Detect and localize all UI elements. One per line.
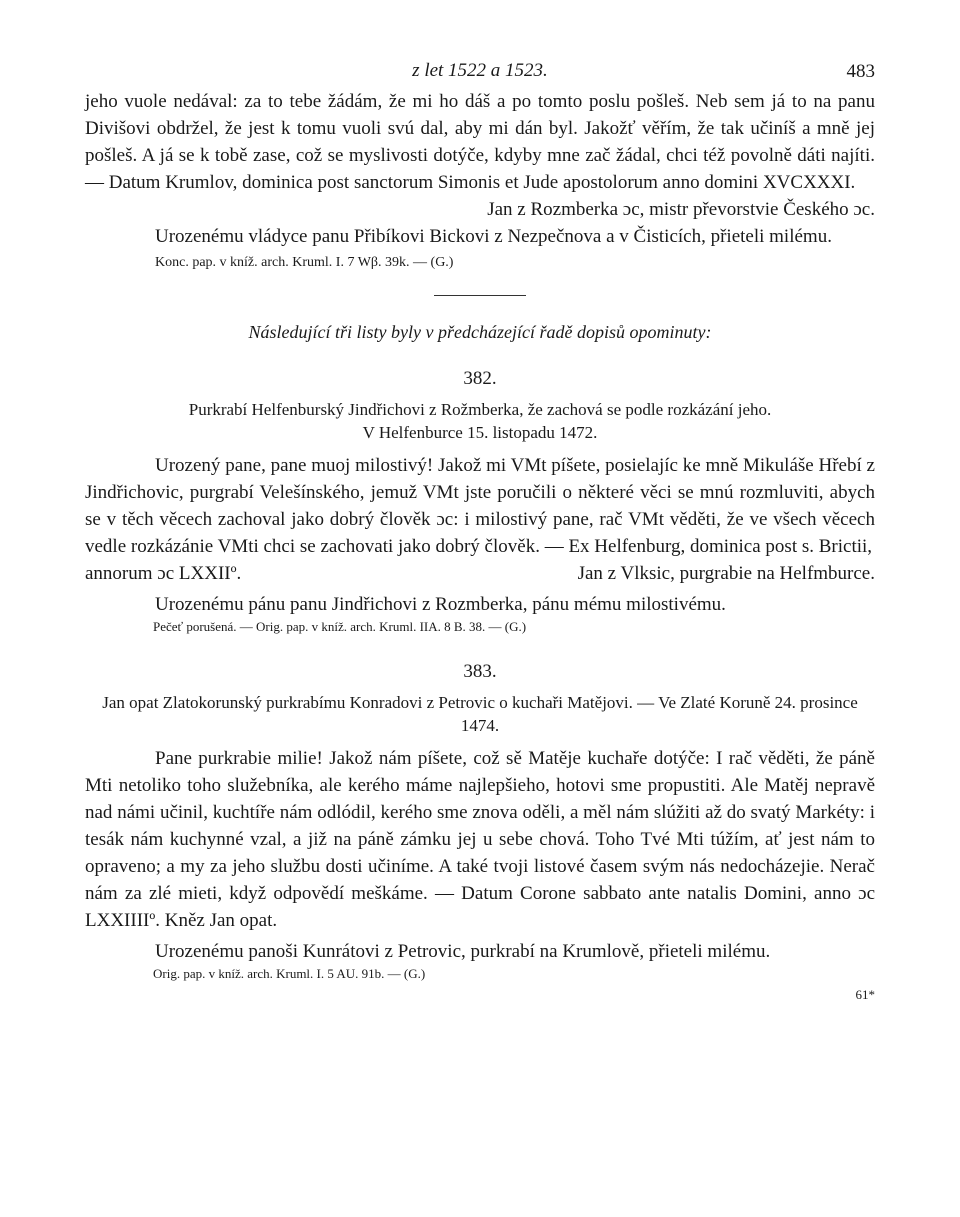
running-title: z let 1522 a 1523. [412, 60, 548, 81]
letter-summary [85, 398, 875, 444]
running-head [85, 58, 875, 88]
page-number: 483 [846, 61, 875, 82]
page [85, 58, 875, 1003]
letter-address: Urozenému pánu panu Jindřichovi z Rozmberka, pánu mému milostivému. [155, 594, 726, 615]
letter-last-line: annorum ɔc LXXIIº. [85, 563, 242, 584]
letter-body: Pane purkrabie milie! Jakož nám píšete, což sě Matěje kuchaře dotýče: I rač věděti, že páně Mti netoliko toho služebníka, ale kerého máme najlepšieho, hotovi sme propustiti. Ale Matěj nepravě nad námi učinil, kuchtíře nám odlódil, kerého sme znova oděli, a měl nám slúžiti až do svatý Markéty: i tesák nám kuchynné vzal, a již na páně zámku jej u sebe chová. Toho Tvé Mti túžím, ať jest nám to opraveno; a my za jeho službu dosti učiníme. A také tvoji listové časem svým nás nedocházejie. Nerač nám za zlé mieti, když odpovědí meškáme. — Datum Corone sabbato ante natalis Domini, anno ɔc LXXIIIIº. Kněz Jan opat. [85, 748, 875, 931]
continuation-signature: Jan z Rozmberka ɔc, mistr převorstvie Českého ɔc. [487, 199, 875, 220]
letter-summary-text: Purkrabí Helfenburský Jindřichovi z Rožmberka, že zachová se podle rozkázání jeho. [188, 400, 772, 419]
letter-date-place: V Helfenburce 15. listopadu 1472. [362, 423, 598, 442]
continuation-body: jeho vuole nedával: za to tebe žádám, že mi ho dáš a po tomto poslu pošleš. Neb sem já to na panu Divišovi obdržel, že jest k tomu vuoli svú dal, aby mi dán byl. Jakožť věřím, že tak učiníš a mně jej pošleš. A já se k tobě zase, což se myslivosti dotýče, kdyby mne zač žádal, chci též povolně dáti najíti. — Datum Krumlov, dominica post sanctorum Simonis et Jude apostolorum anno domini XVCXXXI. [85, 91, 875, 193]
separator-rule [434, 295, 526, 296]
letter-source-note: Pečeť porušená. — Orig. pap. v kníž. arch. Kruml. IIA. 8 B. 38. — (G.) [153, 619, 527, 634]
letter-address: Urozenému panoši Kunrátovi z Petrovic, purkrabí na Krumlově, přieteli milému. [155, 941, 771, 962]
continuation-source-note: Konc. pap. v kníž. arch. Kruml. I. 7 Wβ. 39k. — (G.) [155, 255, 454, 270]
letter-closing-line [85, 560, 875, 587]
letter-number: 383. [463, 661, 497, 682]
letter-signature: Jan z Vlksic, purgrabie na Helfmburce. [577, 563, 875, 584]
continuation-address: Urozenému vládyce panu Přibíkovi Bickovi z Nezpečnova a v Čisticích, přieteli milému. [155, 226, 832, 247]
signature-mark: 61* [855, 987, 875, 1002]
letter-body: Urozený pane, pane muoj milostivý! Jakož mi VMt píšete, posielajíc ke mně Mikuláše Hřebí z Jindřichovic, purgrabí Velešínského, jemuž VMt jste poručili o některé věci se mnú rozmluviti, abych se v těch věcech zachoval jako dobrý člověk ɔc: i milostivý pane, rač VMt věděti, že ve všech věcech vedle rozkázánie VMti chci se zachovati jako dobrý člověk. — Ex Helfenburg, dominica post s. Brictii, [85, 455, 875, 557]
letter-source-note: Orig. pap. v kníž. arch. Kruml. I. 5 AU. 91b. — (G.) [153, 966, 426, 981]
letter-summary: Jan opat Zlatokorunský purkrabímu Konradovi z Petrovic o kuchaři Matějovi. — Ve Zlaté Koruně 24. prosince 1474. [102, 693, 858, 735]
letter-number: 382. [463, 368, 497, 389]
section-heading: Následující tři listy byly v předcházející řadě dopisů opominuty: [248, 322, 712, 342]
